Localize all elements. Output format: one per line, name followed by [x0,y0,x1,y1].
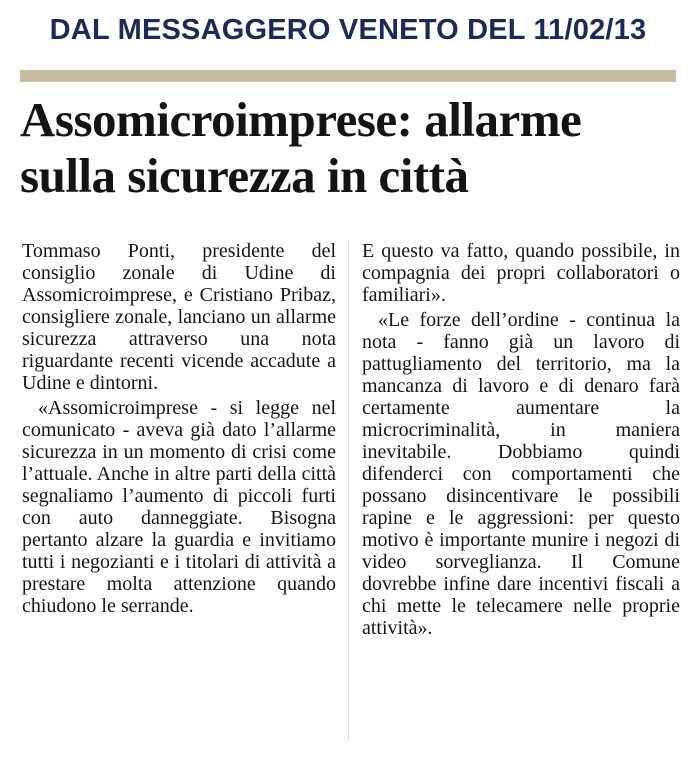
paragraph-quote-start: «Assomicroimprese - si legge nel comunicato - aveva già dato l’allarme sicurezza in un momento di crisi come l’attuale. Anche in altre parti della città segnaliamo l’aumento di piccoli furti con auto danneggiate. Bisogna pertanto alzare la guardia e invitiamo tutti i negozianti e i titolari di attività a prestare molta attenzione quando chiudono le serrande. [22,397,336,617]
paragraph-intro: Tommaso Ponti, presidente del consiglio zonale di Udine di Assomicroimprese, e Cristiano Pribaz, consigliere zonale, lanciano un allarme sicurezza attraverso una nota riguardante recenti vicende accadute a Udine e dintorni. [22,240,336,394]
article-column-left [22,240,336,617]
article-column-right [362,240,680,639]
paragraph-second-quote: «Le forze dell’ordine - continua la nota - fanno già un lavoro di pattugliamento del territorio, ma la mancanza di lavoro e di denaro farà certamente aumentare la microcriminalità, in maniera inevitabile. Dobbiamo quindi difenderci con comportamenti che possano disincentivare le possibili rapine e le aggressioni: per questo motivo è importante munire i negozi di video sorveglianza. Il Comune dovrebbe infine dare incentivi fiscali a chi mette le telecamere nelle proprie attività». [362,309,680,639]
article-headline: Assomicroimprese: allarme sulla sicurezza in città [20,92,582,203]
header-rule [20,70,676,82]
column-divider [348,240,349,740]
paragraph-quote-end: E questo va fatto, quando possibile, in compagnia dei propri collaboratori o familiari». [362,240,680,306]
source-line: DAL MESSAGGERO VENETO DEL 11/02/13 [49,14,647,46]
